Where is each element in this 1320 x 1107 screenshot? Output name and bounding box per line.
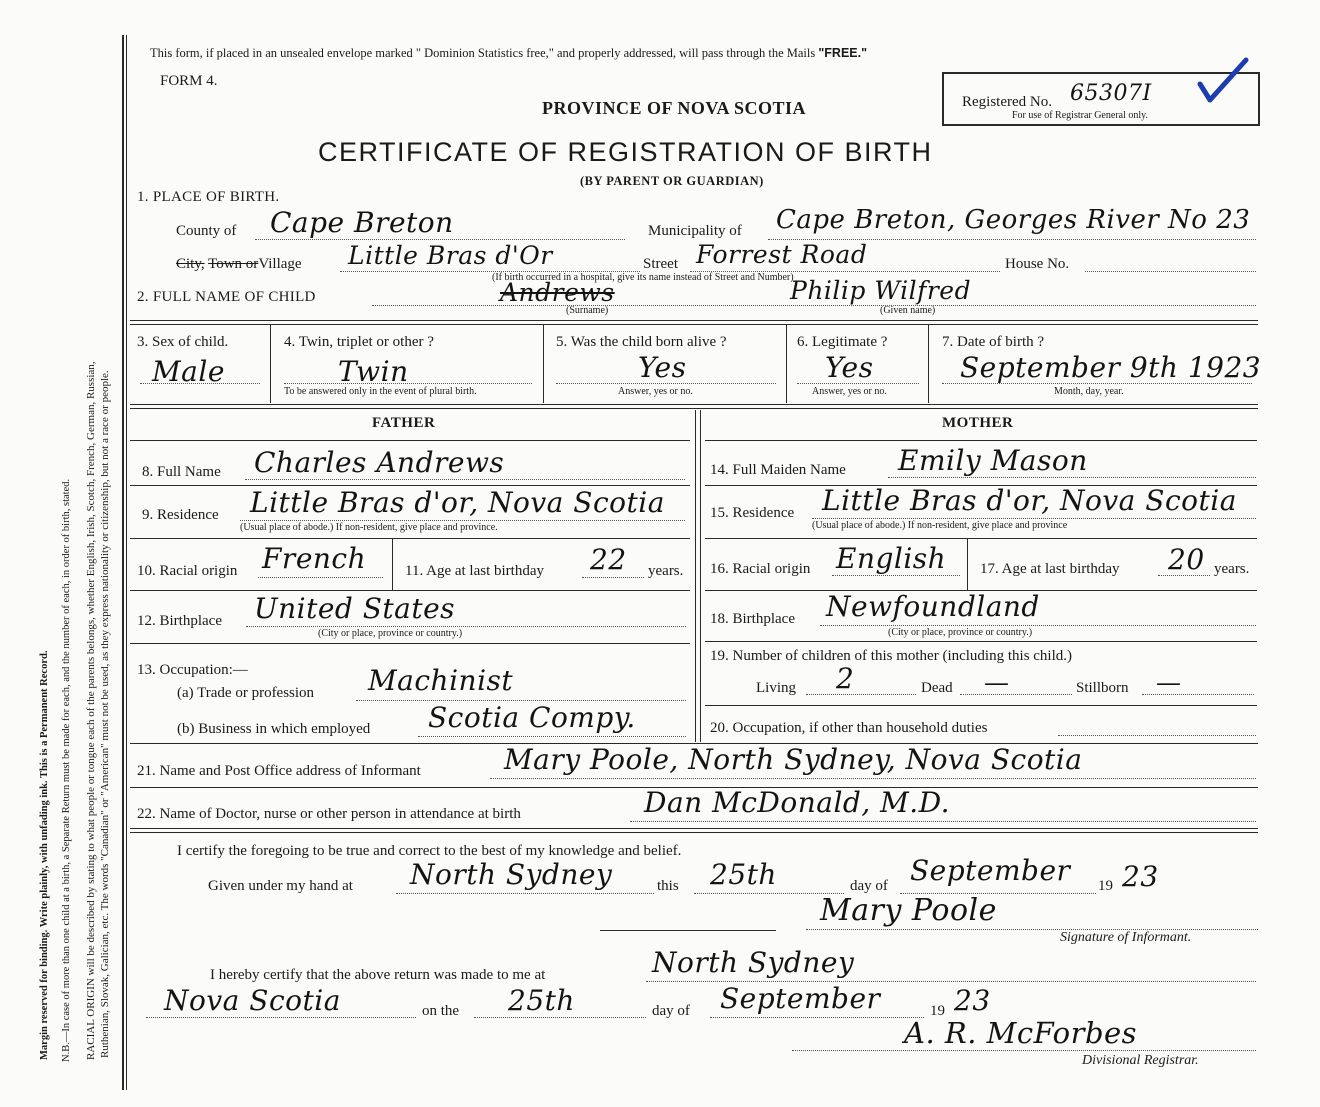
twin-line bbox=[284, 383, 532, 384]
municipality-label: Municipality of bbox=[648, 223, 742, 239]
informant-caption: Signature of Informant. bbox=[1060, 930, 1192, 945]
rule-certification bbox=[130, 828, 1258, 829]
registrar-place-b: Nova Scotia bbox=[164, 984, 341, 1017]
father-row-rule-3 bbox=[130, 590, 690, 591]
father-racial-line bbox=[258, 577, 383, 578]
rule-top-grid-2 bbox=[130, 324, 1258, 325]
mother-residence-label: 15. Residence bbox=[710, 505, 795, 521]
certification-statement: I certify the foregoing to be true and correct to the best of my knowledge and belief. bbox=[177, 843, 682, 859]
dead-value: — bbox=[984, 668, 1010, 697]
legitimate-line bbox=[797, 383, 919, 384]
certificate-title: CERTIFICATE OF REGISTRATION OF BIRTH bbox=[318, 137, 933, 167]
given-month: September bbox=[910, 854, 1071, 887]
mail-notice-text: This form, if placed in an unsealed envelope marked " Dominion Statistics free," and properly addressed, will pass through the Mails bbox=[150, 46, 816, 60]
child-surname-value: Andrews bbox=[500, 278, 615, 307]
father-trade-label: (a) Trade or profession bbox=[177, 685, 315, 701]
mother-birthplace-note: (City or place, province or country.) bbox=[888, 627, 1033, 638]
mother-children-label: 19. Number of children of this mother (including this child.) bbox=[710, 648, 1073, 664]
doctor-label: 22. Name of Doctor, nurse or other person in attendance at birth bbox=[137, 806, 521, 822]
form-number: FORM 4. bbox=[160, 73, 218, 89]
given-year: 23 bbox=[1122, 860, 1159, 893]
margin-note-2: N.B.—In case of more than one child at a birth, a Separate Return must be made for each, and the number of each, in order of birth, stated. bbox=[61, 478, 72, 1062]
mother-name-value: Emily Mason bbox=[898, 444, 1088, 477]
informant-signature: Mary Poole bbox=[820, 893, 997, 928]
father-business-value: Scotia Compy. bbox=[428, 701, 636, 734]
stillborn-label: Stillborn bbox=[1076, 680, 1129, 696]
alive-value: Yes bbox=[638, 351, 687, 384]
legitimate-label: 6. Legitimate ? bbox=[797, 334, 888, 350]
mother-age-unit: years. bbox=[1214, 561, 1250, 577]
mother-row-rule-5 bbox=[705, 705, 1257, 706]
mother-row-rule-4 bbox=[705, 641, 1257, 642]
father-racial-label: 10. Racial origin bbox=[137, 563, 238, 579]
living-line bbox=[806, 694, 916, 695]
checkmark-icon bbox=[1196, 56, 1251, 106]
twin-label: 4. Twin, triplet or other ? bbox=[284, 334, 434, 350]
mother-name-label: 14. Full Maiden Name bbox=[710, 462, 846, 478]
father-heading: FATHER bbox=[372, 415, 436, 431]
father-age-line bbox=[582, 577, 644, 578]
registered-box bbox=[942, 72, 1260, 126]
registrar-signature: A. R. McForbes bbox=[904, 1016, 1138, 1050]
mother-age-divider bbox=[967, 538, 968, 590]
city-label-struck: City, bbox=[176, 256, 205, 272]
sex-line bbox=[140, 383, 260, 384]
margin-note-1: Margin reserved for binding. Write plainly, with unfading ink. This is a Permanent Record. bbox=[39, 650, 50, 1060]
informant-value: Mary Poole, North Sydney, Nova Scotia bbox=[504, 743, 1083, 776]
street-label: Street bbox=[643, 256, 678, 272]
given-label: Given under my hand at bbox=[208, 878, 353, 894]
grid-divider-1 bbox=[270, 325, 271, 403]
father-birthplace-value: United States bbox=[254, 592, 456, 625]
child-name-label: 2. FULL NAME OF CHILD bbox=[137, 289, 316, 305]
mother-birthplace-value: Newfoundland bbox=[826, 590, 1040, 623]
twin-value: Twin bbox=[338, 355, 409, 388]
registrar-place-a: North Sydney bbox=[652, 946, 855, 979]
registrar-year-prefix: 19 bbox=[930, 1003, 945, 1019]
dob-line bbox=[942, 383, 1252, 384]
father-age-unit: years. bbox=[648, 563, 684, 579]
dead-line bbox=[960, 694, 1072, 695]
county-label: County of bbox=[176, 223, 237, 239]
grid-divider-3 bbox=[786, 325, 787, 403]
on-the-label: on the bbox=[422, 1003, 460, 1019]
registrar-month-line bbox=[710, 1017, 924, 1018]
dob-value: September 9th 1923 bbox=[960, 351, 1262, 384]
village-value: Little Bras d'Or bbox=[348, 241, 553, 270]
informant-label: 21. Name and Post Office address of Informant bbox=[137, 763, 421, 779]
registrar-day: 25th bbox=[508, 984, 575, 1017]
alive-label: 5. Was the child born alive ? bbox=[556, 334, 727, 350]
mail-notice bbox=[150, 46, 867, 61]
mother-residence-note: (Usual place of abode.) If non-resident, give place and province bbox=[812, 520, 1068, 531]
margin-note-4: Ruthenian, Slovak, Galician, etc. The words "Canadian" or "American" must not be used, as they express nationality or citizenship, but not a race or people. bbox=[99, 370, 111, 1058]
grid-divider-4 bbox=[928, 325, 929, 403]
father-birthplace-line bbox=[246, 626, 686, 627]
registered-label: Registered No. bbox=[962, 94, 1052, 110]
municipality-value: Cape Breton, Georges River No 23 bbox=[776, 205, 1251, 235]
father-residence-value: Little Bras d'or, Nova Scotia bbox=[250, 486, 665, 519]
house-line bbox=[1085, 271, 1256, 272]
mother-racial-value: English bbox=[836, 542, 947, 575]
registrar-statement: I hereby certify that the above return was made to me at bbox=[210, 967, 546, 983]
registrar-day-of-label: day of bbox=[652, 1003, 690, 1019]
rule-top-grid bbox=[130, 320, 1258, 321]
father-age-label: 11. Age at last birthday bbox=[405, 563, 544, 579]
dead-label: Dead bbox=[921, 680, 953, 696]
given-day: 25th bbox=[710, 858, 777, 891]
registered-number: 65307I bbox=[1070, 81, 1152, 106]
mother-age-line bbox=[1158, 575, 1210, 576]
doctor-value: Dan McDonald, M.D. bbox=[644, 786, 951, 819]
father-row-rule-4 bbox=[130, 643, 690, 644]
margin-rule-2 bbox=[126, 35, 127, 1090]
hospital-note: (If birth occurred in a hospital, give its name instead of Street and Number) bbox=[492, 272, 794, 283]
street-value: Forrest Road bbox=[696, 240, 868, 269]
sex-label: 3. Sex of child. bbox=[137, 334, 229, 350]
year-prefix: 19 bbox=[1098, 878, 1113, 894]
informant-signature-line bbox=[600, 930, 776, 931]
surname-caption: (Surname) bbox=[566, 305, 609, 316]
mail-notice-free: "FREE." bbox=[818, 46, 868, 60]
town-label-struck: Town or bbox=[208, 256, 259, 272]
rule-certification-2 bbox=[130, 832, 1258, 833]
sex-value: Male bbox=[152, 355, 225, 388]
registrar-year: 23 bbox=[954, 984, 991, 1017]
registrar-day-line bbox=[474, 1017, 646, 1018]
father-residence-line bbox=[240, 520, 685, 521]
parents-divider-2 bbox=[700, 410, 701, 742]
registrar-signature-line bbox=[792, 1050, 1256, 1051]
mother-name-line bbox=[888, 477, 1256, 478]
mother-birthplace-label: 18. Birthplace bbox=[710, 611, 795, 627]
village-label bbox=[176, 255, 302, 273]
mother-age-label: 17. Age at last birthday bbox=[980, 561, 1120, 577]
father-row-rule-2 bbox=[130, 538, 690, 539]
mother-racial-label: 16. Racial origin bbox=[710, 561, 811, 577]
legitimate-value: Yes bbox=[825, 351, 874, 384]
margin-note-3: RACIAL ORIGIN will be described by stating to what people or tongue each of the parents belongs, whether English, Irish, Scotch, French, German, Russian, bbox=[85, 361, 97, 1060]
alive-note: Answer, yes or no. bbox=[618, 386, 693, 397]
dob-note: Month, day, year. bbox=[1054, 386, 1124, 397]
rule-parents-2 bbox=[130, 408, 1258, 409]
mother-racial-line bbox=[832, 575, 960, 576]
doctor-line bbox=[630, 821, 1256, 822]
mother-row-rule-2 bbox=[705, 538, 1257, 539]
stillborn-value: — bbox=[1156, 668, 1182, 697]
day-of-label: day of bbox=[850, 878, 888, 894]
registrar-month: September bbox=[720, 982, 881, 1015]
province-heading: PROVINCE OF NOVA SCOTIA bbox=[542, 98, 807, 118]
father-birthplace-note: (City or place, province or country.) bbox=[318, 628, 463, 639]
given-caption: (Given name) bbox=[880, 305, 936, 316]
registrar-use-note: For use of Registrar General only. bbox=[1012, 110, 1148, 121]
father-age-value: 22 bbox=[590, 543, 627, 576]
father-trade-value: Machinist bbox=[368, 664, 514, 697]
mother-age-value: 20 bbox=[1168, 543, 1205, 576]
place-of-birth-heading: 1. PLACE OF BIRTH. bbox=[137, 189, 280, 205]
mother-heading-rule bbox=[705, 440, 1257, 441]
child-given-value: Philip Wilfred bbox=[790, 276, 972, 305]
mother-birthplace-line bbox=[820, 625, 1256, 626]
father-name-label: 8. Full Name bbox=[142, 464, 221, 480]
father-residence-label: 9. Residence bbox=[142, 507, 219, 523]
father-business-label: (b) Business in which employed bbox=[177, 721, 371, 737]
legitimate-note: Answer, yes or no. bbox=[812, 386, 887, 397]
house-label: House No. bbox=[1005, 256, 1070, 272]
mother-heading: MOTHER bbox=[942, 415, 1014, 431]
given-place-line bbox=[396, 893, 654, 894]
village-label-text: Village bbox=[258, 256, 302, 272]
father-residence-note: (Usual place of abode.) If non-resident, give place and province. bbox=[240, 522, 498, 533]
certificate-subtitle: (BY PARENT OR GUARDIAN) bbox=[580, 174, 764, 188]
informant-line bbox=[490, 778, 1256, 779]
county-value: Cape Breton bbox=[270, 206, 454, 239]
mother-occupation-label: 20. Occupation, if other than household duties bbox=[710, 720, 988, 736]
margin-rule bbox=[122, 35, 124, 1090]
father-name-value: Charles Andrews bbox=[254, 446, 505, 479]
mother-occupation-line bbox=[1058, 735, 1256, 736]
dob-label: 7. Date of birth ? bbox=[942, 334, 1045, 350]
alive-line bbox=[556, 383, 776, 384]
grid-divider-2 bbox=[543, 325, 544, 403]
father-business-line bbox=[418, 736, 686, 737]
father-age-divider bbox=[392, 538, 393, 590]
father-name-line bbox=[245, 479, 685, 480]
county-line bbox=[255, 239, 625, 240]
father-birthplace-label: 12. Birthplace bbox=[137, 613, 222, 629]
father-heading-rule bbox=[130, 440, 690, 441]
living-value: 2 bbox=[836, 662, 855, 695]
registrar-place-b-line bbox=[146, 1017, 416, 1018]
mother-residence-value: Little Bras d'or, Nova Scotia bbox=[822, 484, 1237, 517]
living-label: Living bbox=[756, 680, 796, 696]
father-racial-value: French bbox=[262, 542, 367, 575]
parents-divider bbox=[695, 410, 696, 742]
rule-parents bbox=[130, 404, 1258, 405]
father-occupation-label: 13. Occupation:— bbox=[137, 662, 248, 678]
stillborn-line bbox=[1142, 694, 1254, 695]
registrar-caption: Divisional Registrar. bbox=[1082, 1053, 1199, 1068]
given-place: North Sydney bbox=[410, 858, 613, 891]
this-label: this bbox=[657, 878, 679, 894]
twin-note: To be answered only in the event of plural birth. bbox=[284, 386, 477, 397]
mother-residence-line bbox=[812, 518, 1256, 519]
